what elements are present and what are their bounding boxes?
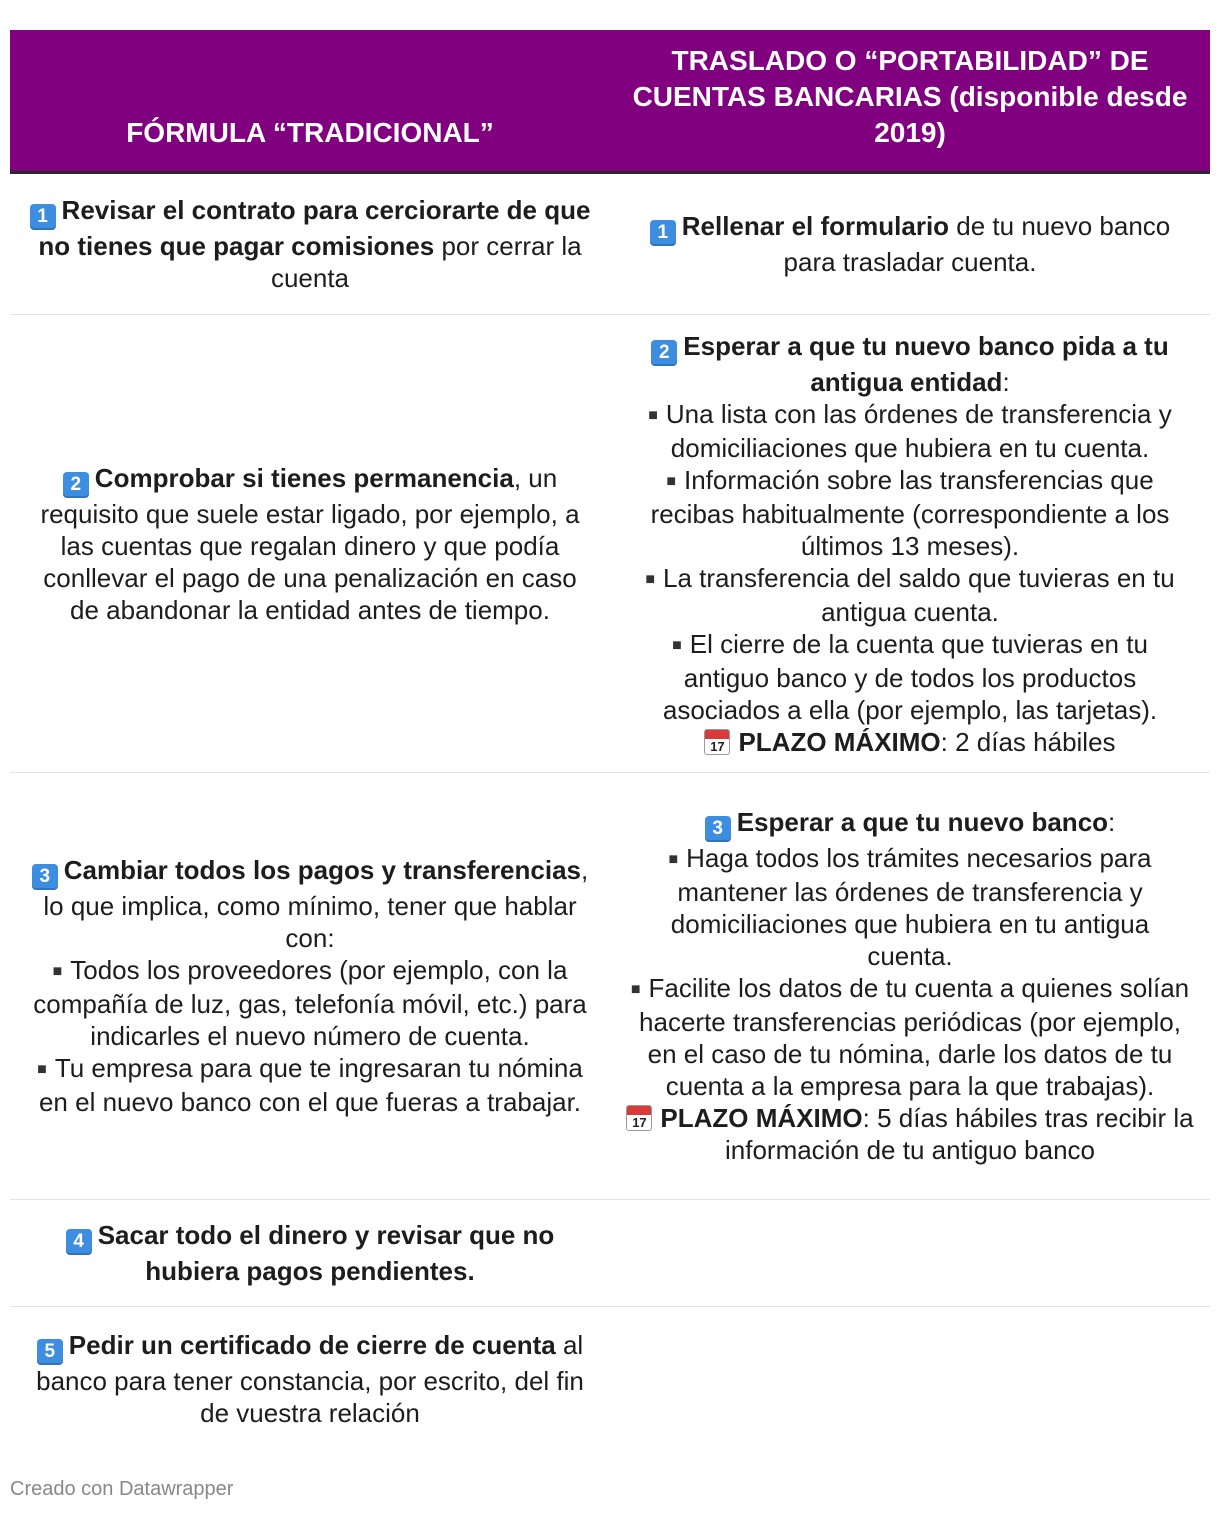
list-item: ■ El cierre de la cuenta que tuvieras en tu antiguo banco y de todos los productos asociados a ella (por ejemplo, las tarjetas). — [662, 628, 1158, 725]
table-row — [10, 773, 1210, 1200]
step-bold-text: Comprobar si tienes permanencia — [94, 462, 514, 493]
bullet-square-icon: ■ — [668, 851, 679, 868]
cell-traditional-step-3 — [10, 773, 610, 1199]
cell-traditional-step-4 — [10, 1200, 610, 1306]
list-item: ■ Todos los proveedores (por ejemplo, con la compañía de luz, gas, telefonía móvil, etc.) para indicarles el nuevo número de cuenta. — [33, 955, 587, 1051]
step-bold-text: Revisar el contrato para cerciorarte de que no tienes que pagar comisiones — [38, 195, 591, 261]
deadline-label: PLAZO MÁXIMO — [738, 726, 941, 757]
table-row — [10, 1200, 1210, 1307]
keycap-5-icon: 5 — [37, 1339, 63, 1365]
cell-portability-step-3 — [610, 773, 1210, 1199]
comparison-table — [10, 30, 1210, 1447]
keycap-2-icon: 2 — [651, 340, 677, 366]
cell-portability-step-2 — [610, 315, 1210, 772]
bullet-square-icon: ■ — [648, 406, 658, 424]
step-text: : — [1108, 807, 1116, 837]
header-portability: TRASLADO O “PORTABILIDAD” DE CUENTAS BANCARIAS (disponible desde 2019) — [632, 45, 1188, 148]
header-traditional: FÓRMULA “TRADICIONAL” — [126, 117, 494, 148]
keycap-1-icon: 1 — [650, 220, 676, 246]
bullet-square-icon: ■ — [37, 1061, 47, 1078]
step-bold-text: Esperar a que tu nuevo banco pida a tu antigua entidad — [683, 330, 1169, 397]
cell-empty — [610, 1200, 1210, 1306]
footer-credit: Creado con Datawrapper — [10, 1478, 234, 1500]
bullet-square-icon: ■ — [666, 472, 676, 490]
keycap-2-icon: 2 — [63, 472, 89, 498]
deadline-label: PLAZO MÁXIMO — [660, 1103, 863, 1133]
step-bold-text: Cambiar todos los pagos y transferencias — [63, 855, 582, 885]
keycap-3-icon: 3 — [705, 816, 731, 842]
step-text: , lo que implica, como mínimo, tener que hablar con: — [43, 855, 589, 953]
step-text: al banco para tener constancia, por escrito, del fin de vuestra relación — [36, 1330, 584, 1428]
deadline-text: : 2 días hábiles — [940, 726, 1116, 757]
step-text: por cerrar la cuenta — [270, 231, 582, 293]
keycap-1-icon: 1 — [30, 204, 56, 230]
bullet-square-icon: ■ — [52, 963, 63, 980]
keycap-3-icon: 3 — [32, 864, 58, 890]
keycap-4-icon: 4 — [66, 1229, 92, 1255]
cell-portability-step-1 — [610, 174, 1210, 314]
table-row — [10, 174, 1210, 315]
step-text: , un requisito que suele estar ligado, por ejemplo, a las cuentas que regalan dinero y que podía conllevar el pago de una penalización en caso de abandonar la entidad antes de tiempo. — [40, 462, 580, 625]
cell-traditional-step-2 — [10, 315, 610, 772]
table-row — [10, 1307, 1210, 1447]
step-text: de tu nuevo banco para trasladar cuenta. — [783, 211, 1171, 277]
list-item: ■ Información sobre las transferencias que recibas habitualmente (correspondiente a los últimos 13 meses). — [650, 464, 1170, 561]
list-item: ■ Tu empresa para que te ingresaran tu nómina en el nuevo banco con el que fueras a trabajar. — [37, 1053, 583, 1117]
deadline-text: : 5 días hábiles tras recibir la información de tu antiguo banco — [724, 1103, 1194, 1165]
list-item: ■ Haga todos los trámites necesarios para mantener las órdenes de transferencia y domiciliaciones que hubiera en tu antigua cuenta. — [668, 843, 1152, 971]
bullet-square-icon: ■ — [672, 636, 682, 654]
step-bold-text: Rellenar el formulario — [681, 211, 950, 241]
step-bold-text: Pedir un certificado de cierre de cuenta — [68, 1330, 556, 1360]
list-item: ■ La transferencia del saldo que tuvieras en tu antigua cuenta. — [645, 562, 1175, 627]
bullet-square-icon: ■ — [645, 570, 655, 588]
calendar-icon: 17 — [704, 729, 730, 755]
deadline — [704, 726, 1115, 758]
table-row — [10, 315, 1210, 773]
list-item: ■ Facilite los datos de tu cuenta a quienes solían hacerte transferencias periódicas (por ejemplo, en el caso de tu nómina, darle los datos de tu cuenta a la empresa para la que trabajas). — [630, 973, 1190, 1101]
step-text: : — [1002, 366, 1010, 397]
cell-traditional-step-5 — [10, 1307, 610, 1429]
step-bold-text: Sacar todo el dinero y revisar que no hubiera pagos pendientes. — [97, 1220, 555, 1286]
table-header — [10, 30, 1210, 174]
list-item: ■ Una lista con las órdenes de transferencia y domiciliaciones que hubiera en tu cuenta. — [648, 398, 1172, 463]
cell-traditional-step-1 — [10, 174, 610, 314]
calendar-icon: 17 — [626, 1105, 652, 1131]
bullet-square-icon: ■ — [630, 981, 641, 998]
step-bold-text: Esperar a que tu nuevo banco — [736, 807, 1109, 837]
deadline — [626, 1102, 1194, 1166]
